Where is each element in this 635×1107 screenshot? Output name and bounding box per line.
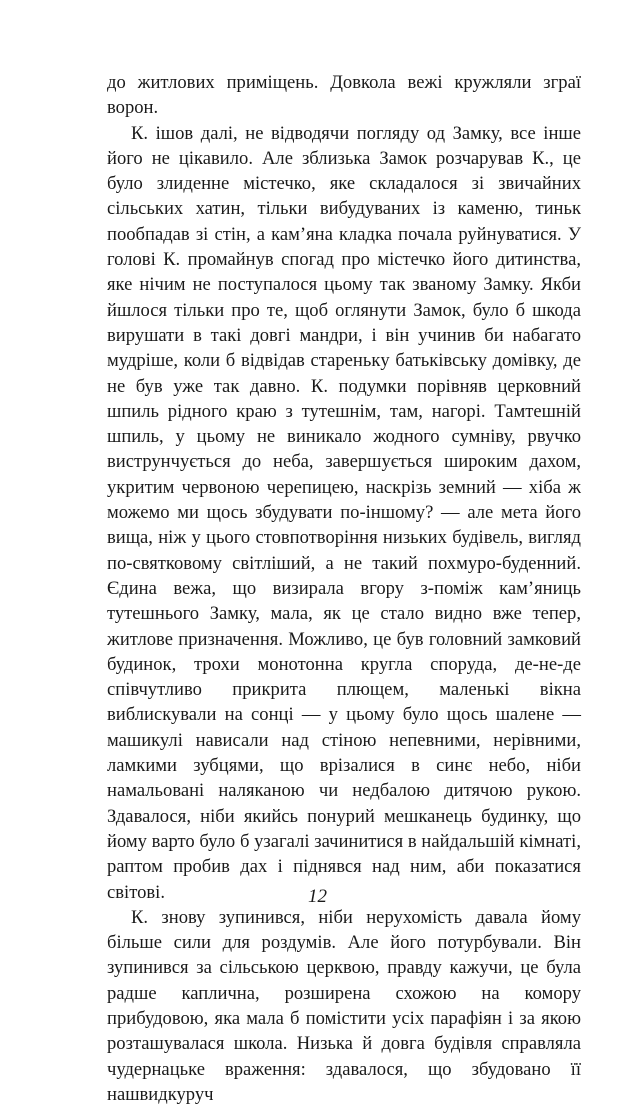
page-number: 12 (308, 886, 327, 907)
page-body (107, 70, 581, 1107)
paragraph-3: К. знову зупинився, ніби нерухомість давала йому більше сили для роздумів. Але його потурбували. Він зупинився за сільською церквою, правду кажучи, це була радше каплична, розширена схожою на комору прибудовою, яка мала б помістити усіх парафіян і за якою розташувалася школа. Низька й довга будівля справляла чудернацьке враження: здавалося, що збудовано її нашвидкуруч (107, 906, 581, 1105)
main-text (107, 70, 581, 1107)
paragraph-2: К. ішов далі, не відводячи погляду од Замку, все інше його не цікавило. Але зблизька Замок розчарував К., це було злиденне містечко, яке складалося зі звичайних сільських хатин, тільки вибудуваних із каменю, тиньк пообпадав зі стін, а кам’яна кладка почала руйнуватися. У голові К. промайнув спогад про містечко його дитинства, яке нічим не поступалося цьому так званому Замку. Якби йшлося тільки про те, щоб оглянути Замок, було б шкода вирушати в такі довгі мандри, і він учинив би набагато мудріше, коли б відвідав старенькy батьківську домівку, де не був уже так давно. К. подумки порівняв церковний шпиль рідного краю з тутешнім, там, нагорі. Тамтешній шпиль, у цьому не виникало жодного сумніву, рвучко виструнчується до неба, завершується широким дахом, укритим червоною черепицею, наскрізь земний — хіба ж можемо ми щось збудувати по-іншому? — але мета його вища, ніж у цього стовпотворіння низьких будівель, вигляд по-святковому світліший, а не такий похмуро-буденний. Єдина вежа, що визирала вгору з-поміж кам’яниць тутешнього Замку, мала, як це стало видно вже тепер, житлове призначення. Можливо, це був головний замковий будинок, трохи монотонна кругла споруда, де-не-де співчутливо прикрита плющем, маленькі вікна виблискували на сонці — у цьому було щось шалене — машикулі нависали над стіною непевними, нерівними, ламкими зубцями, що врізалися в синє небо, ніби намальовані наляканою чи недбалою дитячою рукою. Здавалося, ніби якийсь понурий мешканець будинку, що йому варто було б узагалі зачинитися в найдальшій кімнаті, раптом пробив дах і піднявся над ним, аби показатися світові. (107, 122, 581, 903)
paragraph-1: до житлових приміщень. Довкола вежі кружляли зграї ворон. (107, 72, 581, 119)
